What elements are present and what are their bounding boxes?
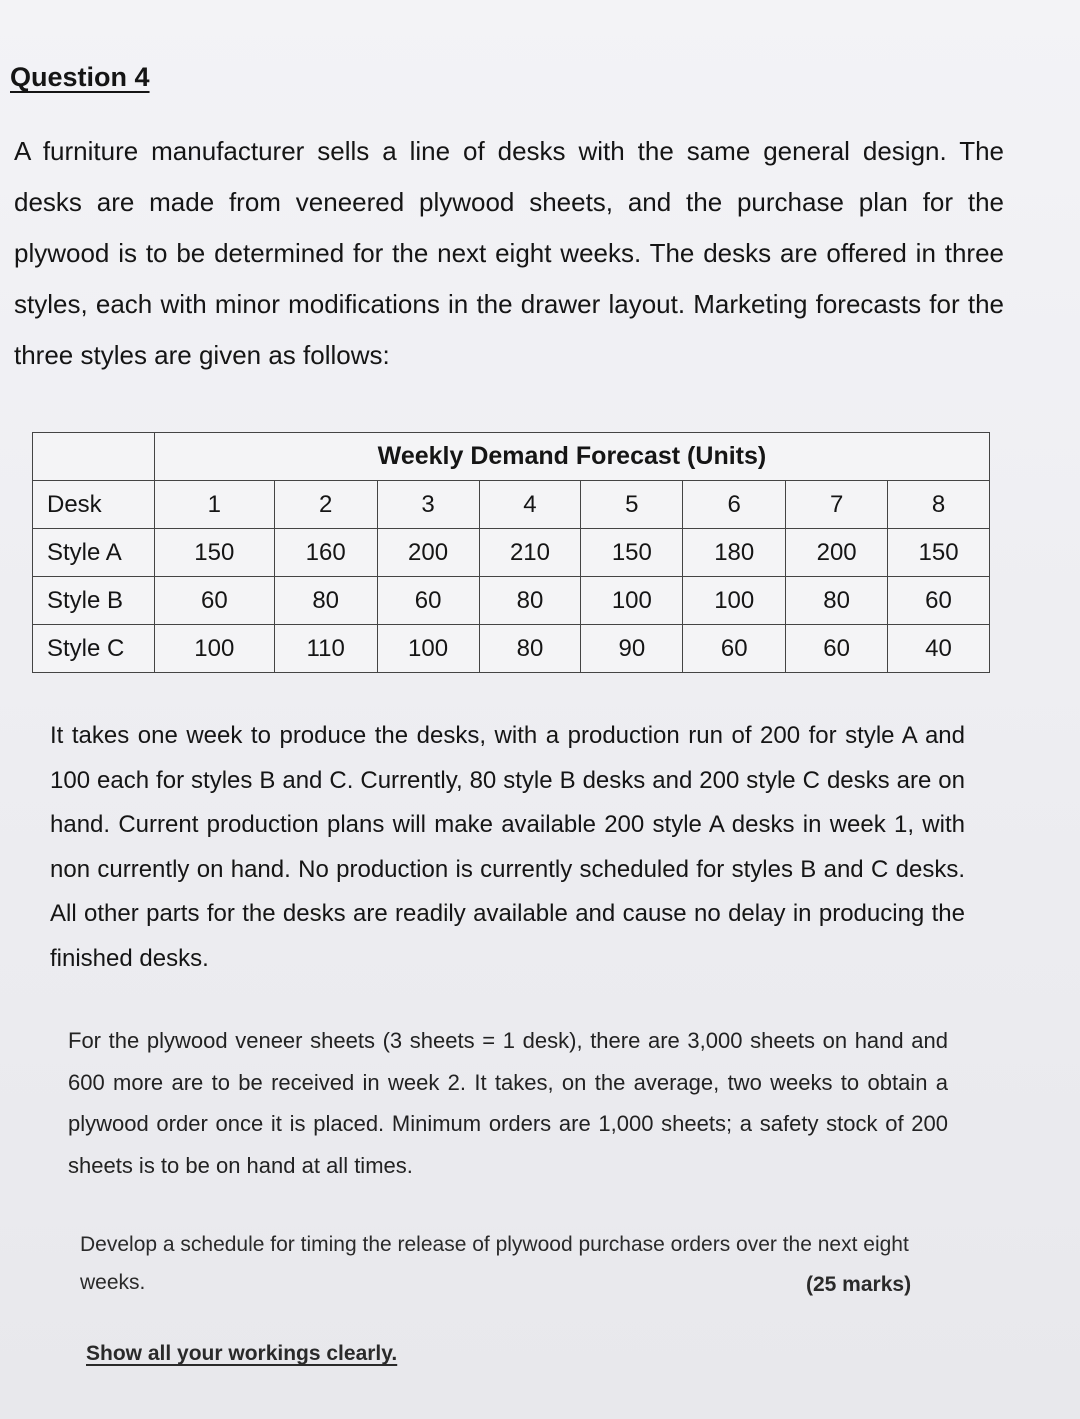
header-week-1: 1 <box>154 481 274 529</box>
table-corner-cell <box>33 433 155 481</box>
table-cell: 40 <box>888 625 990 673</box>
header-week-5: 5 <box>581 481 683 529</box>
table-title-row <box>33 433 990 481</box>
table-row-style-c <box>33 625 990 673</box>
demand-forecast-table-container <box>32 432 990 673</box>
table-cell: 100 <box>581 577 683 625</box>
table-cell: 160 <box>274 529 377 577</box>
header-week-8: 8 <box>888 481 990 529</box>
header-desk: Desk <box>33 481 155 529</box>
table-cell: 150 <box>154 529 274 577</box>
table-title: Weekly Demand Forecast (Units) <box>154 433 989 481</box>
table-cell: 60 <box>154 577 274 625</box>
table-cell: 80 <box>479 577 581 625</box>
marks-label: (25 marks) <box>806 1273 912 1296</box>
intro-paragraph: A furniture manufacturer sells a line of desks with the same general design. The desks are made from veneered plywood sheets, and the purchase plan for the plywood is to be determined for the next eight weeks. The desks are offered in three styles, each with minor modifications in the drawer layout. Marketing forecasts for the three styles are given as follows: <box>14 136 1004 370</box>
table-cell: 200 <box>786 529 888 577</box>
plywood-paragraph: For the plywood veneer sheets (3 sheets = 1 desk), there are 3,000 sheets on hand and 600 more are to be received in week 2. It takes, on the average, two weeks to obtain a plywood order once it is placed. Minimum orders are 1,000 sheets; a safety stock of 200 sheets is to be on hand at all times. <box>68 1028 948 1178</box>
table-cell: 150 <box>581 529 683 577</box>
table-row-style-b <box>33 577 990 625</box>
header-week-6: 6 <box>683 481 786 529</box>
header-week-7: 7 <box>786 481 888 529</box>
row-label-style-a: Style A <box>33 529 155 577</box>
header-week-3: 3 <box>377 481 479 529</box>
workings-instruction: Show all your workings clearly. <box>86 1342 398 1365</box>
header-week-4: 4 <box>479 481 581 529</box>
table-cell: 80 <box>274 577 377 625</box>
table-cell: 150 <box>888 529 990 577</box>
row-label-style-c: Style C <box>33 625 155 673</box>
table-row-style-a <box>33 529 990 577</box>
demand-forecast-table <box>32 432 990 673</box>
table-cell: 210 <box>479 529 581 577</box>
table-cell: 60 <box>683 625 786 673</box>
production-paragraph: It takes one week to produce the desks, with a production run of 200 for style A and 100 each for styles B and C. Currently, 80 style B desks and 200 style C desks are on hand. Current production plans will make available 200 style A desks in week 1, with non currently on hand. No production is currently scheduled for styles B and C desks. All other parts for the desks are readily available and cause no delay in producing the finished desks. <box>50 722 965 972</box>
table-cell: 180 <box>683 529 786 577</box>
table-cell: 60 <box>888 577 990 625</box>
table-cell: 80 <box>786 577 888 625</box>
table-cell: 60 <box>377 577 479 625</box>
table-cell: 100 <box>377 625 479 673</box>
table-cell: 80 <box>479 625 581 673</box>
task-text: Develop a schedule for timing the release of plywood purchase orders over the next eight weeks. <box>80 1233 909 1294</box>
table-cell: 60 <box>786 625 888 673</box>
header-week-2: 2 <box>274 481 377 529</box>
table-cell: 110 <box>274 625 377 673</box>
table-header-row <box>33 481 990 529</box>
table-cell: 100 <box>683 577 786 625</box>
table-cell: 90 <box>581 625 683 673</box>
table-cell: 100 <box>154 625 274 673</box>
row-label-style-b: Style B <box>33 577 155 625</box>
question-heading: Question 4 <box>10 62 150 92</box>
table-cell: 200 <box>377 529 479 577</box>
